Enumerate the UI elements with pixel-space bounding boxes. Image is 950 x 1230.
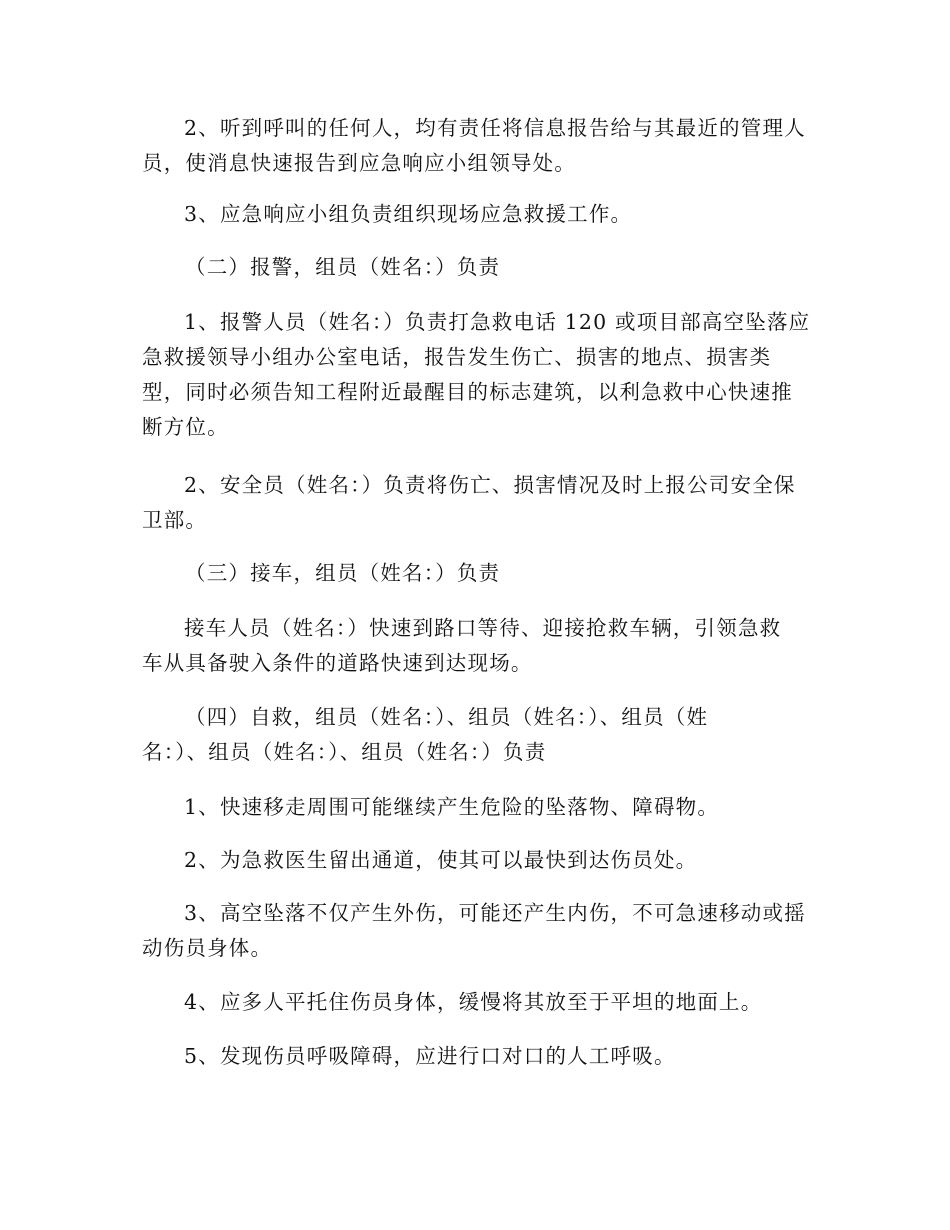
text-line: 员，使消息快速报告到应急响应小组领导处。 [142, 151, 576, 175]
text-line: 4、应多人平托住伤员身体，缓慢将其放至于平坦的地面上。 [184, 990, 763, 1014]
text-line: 接车人员（姓名：）快速到路口等待、迎接抢救车辆，引领急救 [184, 616, 782, 640]
paragraph-self-rescue-2 [142, 843, 810, 878]
text-line: 5、发现伤员呼吸障碍，应进行口对口的人工呼吸。 [184, 1044, 676, 1068]
text-line: 型，同时必须告知工程附近最醒目的标志建筑，以利急救中心快速推 [142, 380, 793, 404]
text-line: 3、高空坠落不仅产生外伤，可能还产生内伤，不可急速移动或摇 [184, 901, 806, 925]
text-line: 3、应急响应小组负责组织现场应急救援工作。 [184, 202, 633, 226]
text-line: （四）自救，组员（姓名：）、组员（姓名：）、组员（姓 [185, 705, 709, 729]
text-line: 卫部。 [142, 508, 208, 532]
section-heading-self-rescue [142, 700, 810, 770]
text-line: 1、快速移走周围可能继续产生危险的坠落物、障碍物。 [184, 795, 720, 819]
paragraph-safety-officer [142, 468, 810, 538]
paragraph-self-rescue-1 [142, 790, 810, 825]
section-heading-alarm [142, 250, 810, 285]
text-line: 1、报警人员（姓名：）负责打急救电话 120 或项目部高空坠落应 [184, 310, 811, 334]
text-line: 2、为急救医生留出通道，使其可以最快到达伤员处。 [184, 848, 698, 872]
paragraph-item-2-report-info [142, 111, 810, 181]
text-line: 断方位。 [142, 415, 229, 439]
text-line: （三）接车，组员（姓名：）负责 [185, 561, 501, 585]
text-line: 车从具备驶入条件的道路快速到达现场。 [142, 651, 533, 675]
text-line: 名：）、组员（姓名：）、组员（姓名：）负责 [142, 740, 547, 764]
text-line: 动伤员身体。 [142, 936, 273, 960]
section-heading-pickup [142, 556, 810, 591]
text-line: 急救援领导小组办公室电话，报告发生伤亡、损害的地点、损害类 [142, 345, 772, 369]
text-line: （二）报警，组员（姓名：）负责 [185, 255, 501, 279]
paragraph-item-3-rescue-work [142, 197, 810, 232]
text-line: 2、安全员（姓名：）负责将伤亡、损害情况及时上报公司安全保 [184, 473, 796, 497]
paragraph-self-rescue-5 [142, 1039, 810, 1074]
paragraph-alarm-staff [142, 305, 810, 445]
paragraph-self-rescue-4 [142, 985, 810, 1020]
paragraph-self-rescue-3 [142, 896, 810, 966]
paragraph-pickup-staff [142, 611, 810, 681]
text-line: 2、听到呼叫的任何人，均有责任将信息报告给与其最近的管理人 [184, 116, 806, 140]
